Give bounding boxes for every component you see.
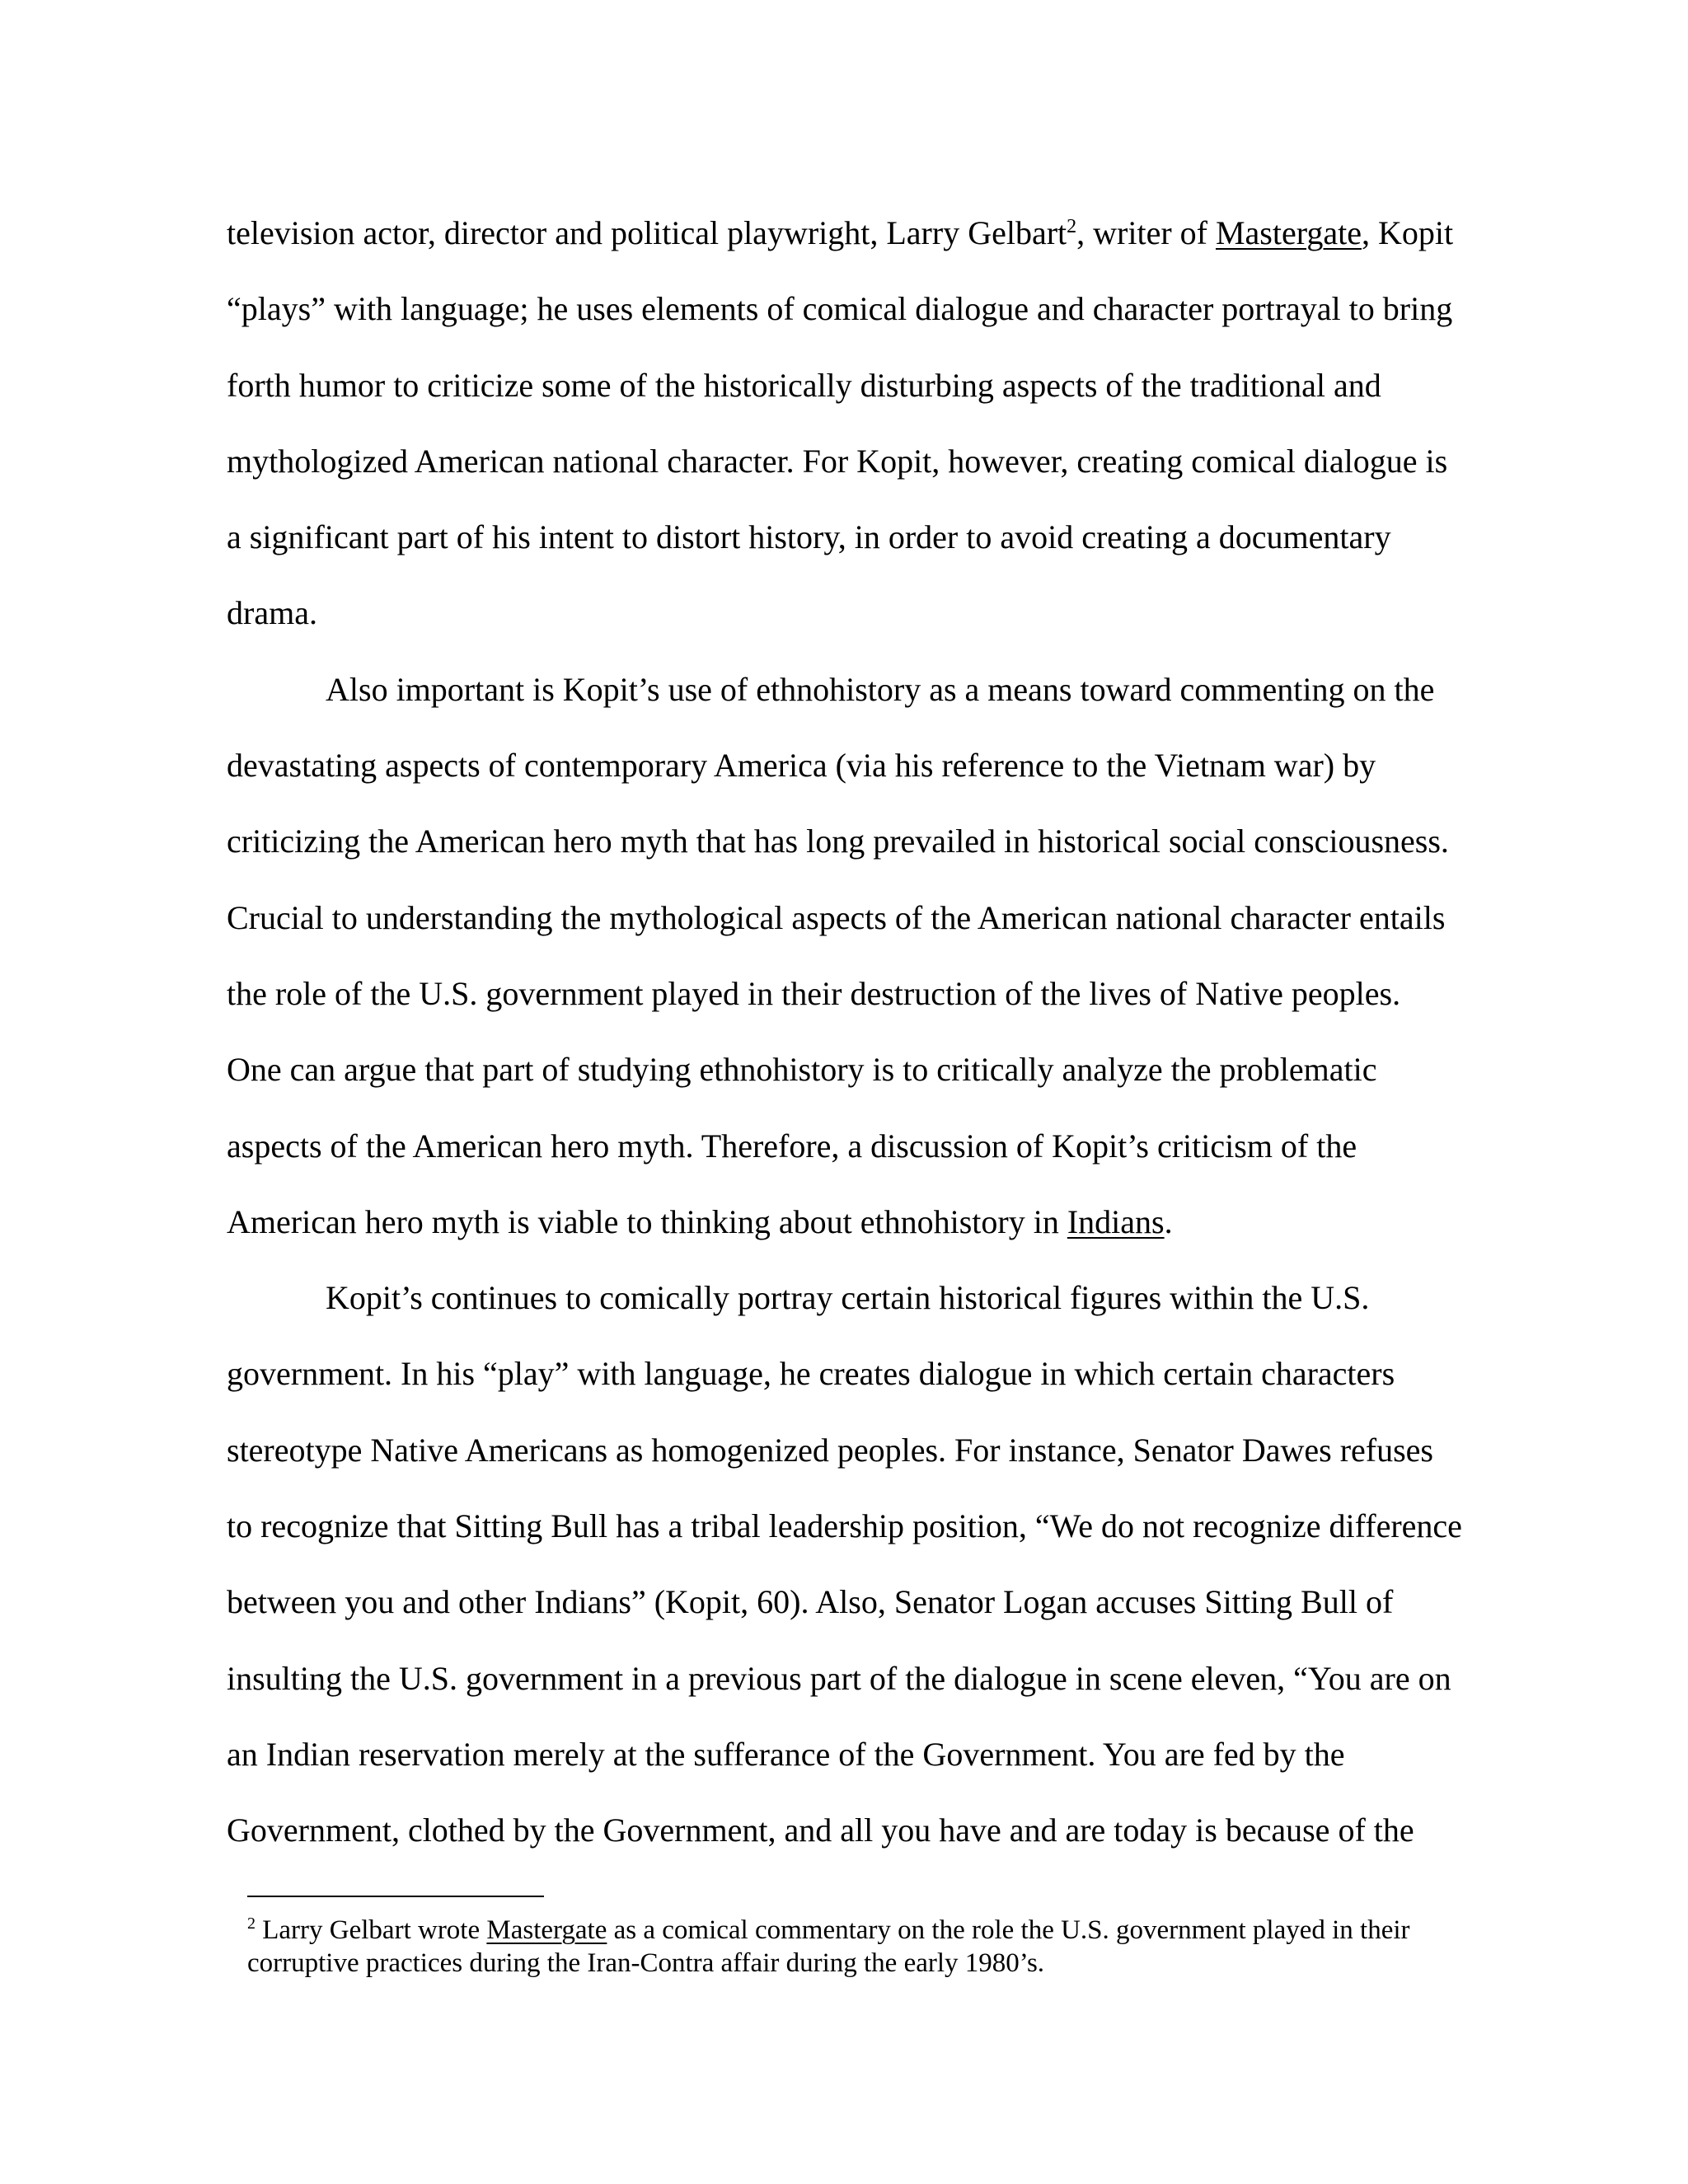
footnote-marker: 2 bbox=[247, 1915, 256, 1933]
footnote-title-mastergate: Mastergate bbox=[486, 1915, 607, 1945]
footnote-reference: 2 bbox=[1067, 216, 1077, 237]
paragraph-3-text: Kopit’s continues to comically portray certain historical figures within the U.S. government. In his “play” with language, he creates dialogue in which certain characters stereotype Native Americans as homogenized peoples. For instance, Senator Dawes refuses to recognize that Sitting Bull has a tribal leadership position, “We do not recognize difference between you and other Indians” (Kopit, 60). Also, Senator Logan accuses Sitting Bull of insulting the U.S. government in a previous part of the dialogue in scene eleven, “You are on an Indian reservation merely at the sufferance of the Government. You are fed by the Government, clothed by the Government, and all you have and are today is because of the bbox=[227, 1279, 1462, 1849]
paragraph-2 bbox=[227, 652, 1463, 1260]
paragraph-1-text-b: , writer of bbox=[1076, 214, 1216, 251]
footnote bbox=[247, 1914, 1467, 1980]
paragraph-1-text-c: , Kopit “plays” with language; he uses elements of comical dialogue and character portrayal to bring forth humor to criticize some of the historically disturbing aspects of the traditional and mythologized American national character. For Kopit, however, creating comical dialogue is a significant part of his intent to distort history, in order to avoid creating a documentary drama. bbox=[227, 214, 1454, 632]
title-mastergate: Mastergate bbox=[1215, 214, 1362, 251]
title-indians: Indians bbox=[1067, 1202, 1165, 1240]
paragraph-1 bbox=[227, 195, 1463, 652]
footnote-separator bbox=[247, 1896, 544, 1897]
paragraph-3 bbox=[227, 1260, 1463, 1868]
paragraph-1-text-a: television actor, director and political playwright, Larry Gelbart bbox=[227, 214, 1067, 251]
paragraph-2-text-a: Also important is Kopit’s use of ethnohistory as a means toward commenting on the devastating aspects of contemporary America (via his reference to the Vietnam war) by criticizing the American hero myth that has long prevailed in historical social consciousness. Crucial to understanding the mythological aspects of the American national character entails the role of the U.S. government played in their destruction of the lives of Native peoples. One can argue that part of studying ethnohistory is to critically analyze the problematic aspects of the American hero myth. Therefore, a discussion of Kopit’s criticism of the American hero myth is viable to thinking about ethnohistory in bbox=[227, 670, 1449, 1240]
footnote-text bbox=[247, 1914, 1467, 1980]
footnote-text-b: as a comical commentary on the role the U.S. government played in their corruptive practices during the Iran-Contra affair during the early 1980’s. bbox=[247, 1915, 1410, 1978]
paragraph-2-text-b: . bbox=[1164, 1202, 1173, 1240]
footnote-text-a: Larry Gelbart wrote bbox=[256, 1915, 487, 1945]
body-text bbox=[227, 195, 1463, 1869]
